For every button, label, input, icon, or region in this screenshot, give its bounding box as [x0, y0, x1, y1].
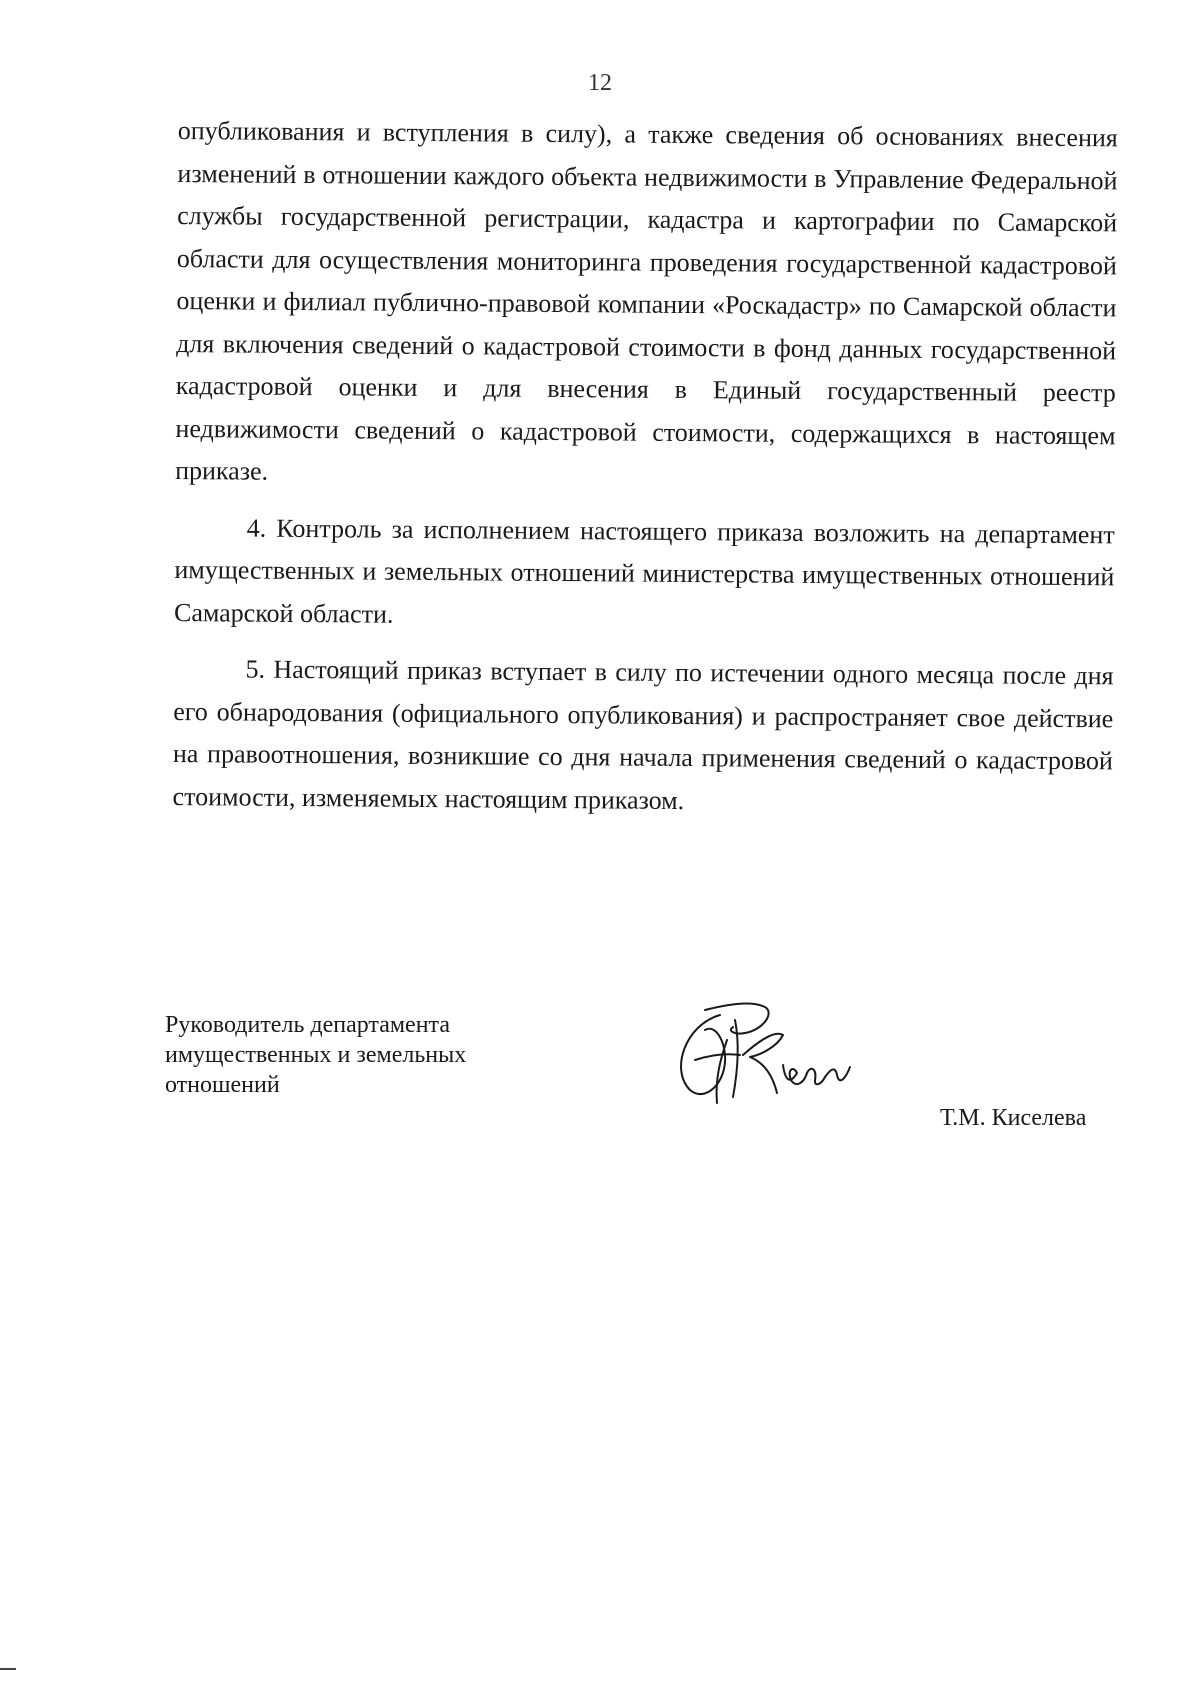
signer-position: [165, 1010, 545, 1100]
paragraph-5: 5. Настоящий приказ вступает в силу по истечении одного месяца после дня его обнародования (официального опубликования) и распространяет свое действие на правоотношения, возникшие со дня начала применения сведений о кадастровой стоимости, изменяемых настоящим приказом.: [172, 654, 1114, 815]
signer-position-line: имущественных и земельных: [165, 1042, 467, 1068]
signer-name: Т.М. Киселева: [940, 1105, 1087, 1131]
document-body: [172, 110, 1118, 825]
page-number: 12: [588, 70, 612, 96]
handwritten-signature: [665, 985, 865, 1115]
signer-position-line: отношений: [165, 1072, 280, 1098]
scan-edge-mark: [0, 1668, 16, 1670]
paragraph-4: 4. Контроль за исполнением настоящего приказа возложить на департамент имущественных и земельных отношений министерства имущественных отношений Самарской области.: [173, 513, 1115, 629]
signer-position-line: Руководитель департамента: [165, 1012, 450, 1038]
paragraph-continuation: опубликования и вступления в силу), а также сведения об основаниях внесения изменений в отношении каждого объекта недвижимости в Управление Федеральной службы государственной регистрации, кадастра и картографии по Самарской области для осуществления мониторинга проведения государственной кадастровой оценки и филиал публично-правовой компании «Роскадастр» по Самарской области для включения сведений о кадастровой стоимости в фонд данных государственной кадастровой оценки и для внесения в Единый государственный реестр недвижимости сведений о кадастровой стоимости, содержащихся в настоящем приказе.: [175, 115, 1118, 486]
